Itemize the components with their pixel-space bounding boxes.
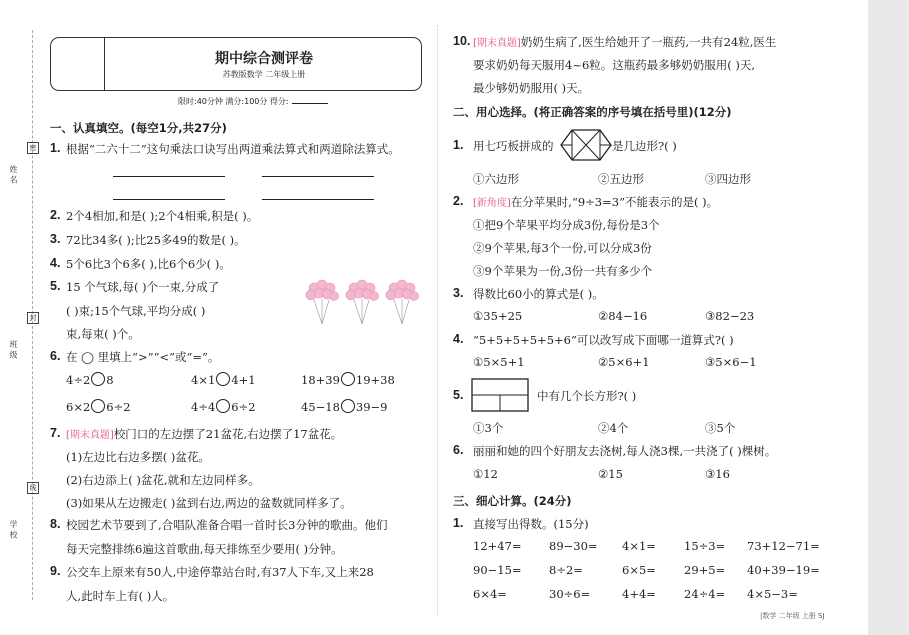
c2-option-2[interactable]: ②9个苹果,每3个一份,可以分成3份 (473, 241, 652, 255)
q9-number: 9. (50, 564, 61, 578)
answer-line-3 (113, 199, 225, 200)
calc-1-5: 73+12−71= (747, 539, 820, 553)
c5-option-2[interactable]: ②4个 (598, 421, 629, 435)
q2-text: 2个4相加,和是( );2个4相乘,积是( )。 (66, 209, 259, 223)
calc-3-2: 30÷6= (549, 587, 591, 601)
seal-mark-3: 线 (27, 482, 39, 494)
calc-2-3: 6×5= (622, 563, 656, 577)
compare-circle (216, 372, 230, 386)
q6-row-2-item-3: 45−18 39−9 (301, 400, 388, 414)
q5-text-line1: 15 个气球,每( )个一束,分成了 (66, 280, 220, 294)
q8-number: 8. (50, 517, 61, 531)
calc-3-5: 4×5−3= (747, 587, 798, 601)
page-subtitle: 苏教版数学 二年级上册 (222, 70, 306, 79)
compare-circle (341, 372, 355, 386)
calc-1-3: 4×1= (622, 539, 656, 553)
q1-number: 1. (50, 141, 61, 155)
c5-option-3[interactable]: ③5个 (705, 421, 736, 435)
q5-number: 5. (50, 279, 61, 293)
d1-number: 1. (453, 516, 464, 530)
balloons-illustration (302, 278, 424, 332)
compare-circle (216, 399, 230, 413)
c1-option-1[interactable]: ①六边形 (473, 172, 519, 186)
c6-text: 丽丽和她的四个好朋友去浇树,每人浇3棵,一共浇了( )棵树。 (473, 444, 777, 458)
q9-text-line2: 人,此时车上有( )人。 (66, 589, 175, 603)
seal-mark-1: 密 (27, 142, 39, 154)
calc-3-4: 24÷4= (684, 587, 726, 601)
q6-row-1-item-3: 18+39 19+38 (301, 373, 395, 387)
calc-2-1: 90−15= (473, 563, 522, 577)
q6-row-1-item-2: 4×1 4+1 (191, 373, 256, 387)
calc-2-5: 40+39−19= (747, 563, 820, 577)
q7-text: [期末真题]校门口的左边摆了21盆花,右边摆了17盆花。 (66, 427, 343, 441)
q6-text: 在 ◯ 里填上“>”“<”或“=”。 (66, 350, 220, 364)
q6-number: 6. (50, 349, 61, 363)
score-blank (292, 103, 328, 104)
compare-circle (91, 399, 105, 413)
c6-option-2[interactable]: ②15 (598, 467, 623, 481)
calc-1-1: 12+47= (473, 539, 522, 553)
seal-mark-2: 封 (27, 312, 39, 324)
calc-2-2: 8÷2= (549, 563, 583, 577)
q10-text-line1: [期末真题]奶奶生病了,医生给她开了一瓶药,一共有24粒,医生 (473, 35, 777, 49)
calc-1-4: 15÷3= (684, 539, 726, 553)
exam-meta (178, 96, 328, 107)
c2-number: 2. (453, 194, 464, 208)
balloon-bunch-3 (386, 280, 419, 324)
c2-text: [新角度]在分苹果时,“9÷3=3”不能表示的是( )。 (473, 195, 719, 209)
c6-number: 6. (453, 443, 464, 457)
title-box (50, 37, 422, 91)
q5-text-line2: ( )束;15个气球,平均分成( ) (66, 304, 206, 318)
c5-text: 中有几个长方形?( ) (537, 389, 637, 403)
page-footer: |数学 二年级 上册 SJ (760, 612, 825, 620)
c3-option-2[interactable]: ②84−16 (598, 309, 648, 323)
c3-text: 得数比60小的算式是( )。 (473, 287, 604, 301)
q7-sub-2: (2)右边添上( )盆花,就和左边同样多。 (66, 473, 260, 487)
q6-row-2-item-2: 4÷4 6÷2 (191, 400, 256, 414)
c6-option-1[interactable]: ①12 (473, 467, 498, 481)
q8-text-line1: 校园艺术节要到了,合唱队准备合唱一首时长3分钟的歌曲。他们 (66, 518, 388, 532)
c4-number: 4. (453, 332, 464, 346)
answer-line-2 (262, 176, 374, 177)
title-box-divider (104, 38, 105, 90)
c3-number: 3. (453, 286, 464, 300)
compare-circle (341, 399, 355, 413)
calc-3-1: 6×4= (473, 587, 507, 601)
tangram-figure (560, 128, 612, 162)
c1-number: 1. (453, 138, 464, 152)
c4-option-3[interactable]: ③5×6−1 (705, 355, 757, 369)
q1-text: 根据“二六十二”这句乘法口诀写出两道乘法算式和两道除法算式。 (66, 142, 400, 156)
compare-circle (91, 372, 105, 386)
exam-meta-text: 限时:40分钟 满分:100分 得分: (178, 97, 289, 106)
rectangle-figure (471, 378, 529, 412)
page-edge-strip (868, 0, 909, 635)
balloon-bunch-2 (346, 280, 379, 324)
q3-number: 3. (50, 232, 61, 246)
margin-class-label: 班 级 (9, 340, 18, 359)
q10-tag: [期末真题] (473, 38, 521, 49)
c3-option-3[interactable]: ③82−23 (705, 309, 755, 323)
calc-2-4: 29+5= (684, 563, 726, 577)
answer-line-1 (113, 176, 225, 177)
section-1-title: 一、认真填空。(每空1分,共27分) (50, 121, 227, 135)
q10-text-line3: 最少够奶奶服用( )天。 (473, 81, 590, 95)
c6-option-3[interactable]: ③16 (705, 467, 730, 481)
calc-3-3: 4+4= (622, 587, 656, 601)
c2-option-3[interactable]: ③9个苹果为一份,3份一共有多少个 (473, 264, 653, 278)
c4-option-2[interactable]: ②5×6+1 (598, 355, 650, 369)
calc-1-2: 89−30= (549, 539, 598, 553)
c1-option-3[interactable]: ③四边形 (705, 172, 751, 186)
c2-option-1[interactable]: ①把9个苹果平均分成3份,每份是3个 (473, 218, 660, 232)
q3-text: 72比34多( );比25多49的数是( )。 (66, 233, 246, 247)
q4-number: 4. (50, 256, 61, 270)
c4-option-1[interactable]: ①5×5+1 (473, 355, 525, 369)
answer-line-4 (262, 199, 374, 200)
q5-text-line3: 束,每束( )个。 (66, 327, 140, 341)
c1-text-end: 是几边形?( ) (612, 139, 677, 153)
c3-option-1[interactable]: ①35+25 (473, 309, 523, 323)
q10-text-line2: 要求奶奶每天服用4~6粒。这瓶药最多够奶奶服用( )天, (473, 58, 756, 72)
margin-school-label: 学 校 (9, 520, 18, 539)
q6-row-2-item-1: 6×2 6÷2 (66, 400, 131, 414)
q10-number: 10. (453, 34, 471, 48)
section-2-title: 二、用心选择。(将正确答案的序号填在括号里)(12分) (453, 105, 732, 119)
page-title: 期中综合测评卷 (215, 51, 313, 67)
c5-number: 5. (453, 388, 464, 402)
q4-text: 5个6比3个6多( ),比6个6少( )。 (66, 257, 231, 271)
q7-sub-1: (1)左边比右边多摆( )盆花。 (66, 450, 210, 464)
q7-sub-3: (3)如果从左边搬走( )盆到右边,两边的盆数就同样多了。 (66, 496, 352, 510)
q8-text-line2: 每天完整排练6遍这首歌曲,每天排练至少要用( )分钟。 (66, 542, 343, 556)
balloon-bunch-1 (306, 280, 339, 324)
c4-text: “5+5+5+5+5+6”可以改写成下面哪一道算式?( ) (473, 333, 734, 347)
q6-row-1-item-1: 4÷2 8 (66, 373, 114, 387)
c2-tag: [新角度] (473, 198, 511, 209)
c5-option-1[interactable]: ①3个 (473, 421, 504, 435)
q7-number: 7. (50, 426, 61, 440)
column-divider (437, 25, 438, 615)
q9-text-line1: 公交车上原来有50人,中途停靠站台时,有37人下车,又上来28 (66, 565, 374, 579)
c1-text: 用七巧板拼成的 (473, 139, 554, 153)
margin-name-label: 姓 名 (9, 165, 18, 184)
q2-number: 2. (50, 208, 61, 222)
d1-text: 直接写出得数。(15分) (473, 517, 589, 531)
c1-option-2[interactable]: ②五边形 (598, 172, 644, 186)
q7-tag: [期末真题] (66, 430, 114, 441)
section-3-title: 三、细心计算。(24分) (453, 494, 572, 508)
